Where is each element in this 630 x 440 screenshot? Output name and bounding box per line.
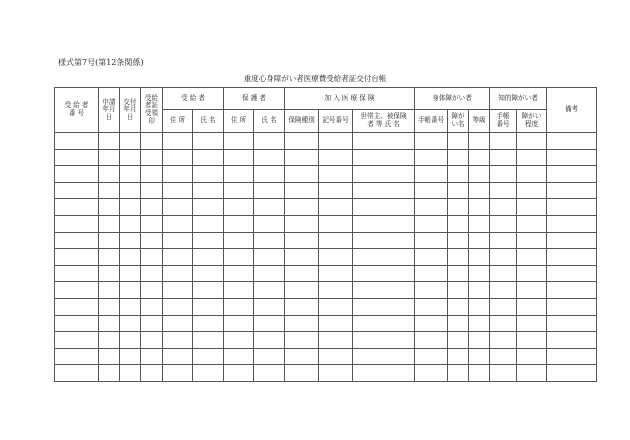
table-cell[interactable]	[448, 166, 469, 183]
table-cell[interactable]	[224, 199, 254, 216]
table-cell[interactable]	[517, 182, 547, 199]
table-cell[interactable]	[469, 249, 490, 266]
table-cell[interactable]	[55, 298, 99, 315]
table-cell[interactable]	[224, 282, 254, 299]
table-cell[interactable]	[141, 232, 163, 249]
table-cell[interactable]	[163, 166, 193, 183]
table-cell[interactable]	[517, 133, 547, 150]
table-cell[interactable]	[319, 332, 353, 349]
table-cell[interactable]	[415, 249, 448, 266]
table-cell[interactable]	[285, 149, 319, 166]
table-cell[interactable]	[285, 348, 319, 365]
header-grade: 等級	[469, 110, 490, 133]
header-householder-insured-name: 世帯主、被保険 者 等 氏 名	[353, 110, 415, 133]
table-cell[interactable]	[193, 232, 224, 249]
table-cell[interactable]	[517, 215, 547, 232]
table-cell[interactable]	[517, 298, 547, 315]
table-cell[interactable]	[547, 265, 597, 282]
table-row	[55, 166, 597, 183]
table-cell[interactable]	[469, 332, 490, 349]
table-cell[interactable]	[120, 282, 141, 299]
table-cell[interactable]	[254, 365, 285, 382]
table-cell[interactable]	[55, 232, 99, 249]
table-cell[interactable]	[547, 166, 597, 183]
table-cell[interactable]	[141, 348, 163, 365]
table-cell[interactable]	[319, 315, 353, 332]
table-cell[interactable]	[254, 149, 285, 166]
table-cell[interactable]	[469, 232, 490, 249]
table-cell[interactable]	[517, 348, 547, 365]
table-cell[interactable]	[224, 265, 254, 282]
table-cell[interactable]	[163, 298, 193, 315]
table-cell[interactable]	[547, 149, 597, 166]
table-cell[interactable]	[99, 215, 120, 232]
table-cell[interactable]	[448, 365, 469, 382]
header-recipient-address: 住 所	[163, 110, 193, 133]
table-cell[interactable]	[469, 199, 490, 216]
table-cell[interactable]	[99, 249, 120, 266]
table-cell[interactable]	[353, 133, 415, 150]
table-cell[interactable]	[319, 215, 353, 232]
table-cell[interactable]	[285, 265, 319, 282]
header-certificate-receipt-seal: 受給 者証 受領 印	[141, 88, 163, 133]
table-cell[interactable]	[547, 232, 597, 249]
table-cell[interactable]	[285, 199, 319, 216]
table-cell[interactable]	[517, 199, 547, 216]
table-cell[interactable]	[448, 315, 469, 332]
header-disability-degree: 障がい 程度	[517, 110, 547, 133]
table-cell[interactable]	[254, 215, 285, 232]
table-cell[interactable]	[517, 249, 547, 266]
table-cell[interactable]	[469, 166, 490, 183]
table-cell[interactable]	[141, 365, 163, 382]
table-row	[55, 199, 597, 216]
table-cell[interactable]	[285, 332, 319, 349]
table-cell[interactable]	[224, 315, 254, 332]
table-cell[interactable]	[415, 265, 448, 282]
table-cell[interactable]	[141, 149, 163, 166]
table-cell[interactable]	[254, 182, 285, 199]
table-cell[interactable]	[99, 166, 120, 183]
table-cell[interactable]	[120, 298, 141, 315]
table-cell[interactable]	[353, 282, 415, 299]
table-cell[interactable]	[120, 166, 141, 183]
table-cell[interactable]	[193, 199, 224, 216]
table-row	[55, 332, 597, 349]
table-cell[interactable]	[55, 149, 99, 166]
table-cell[interactable]	[285, 315, 319, 332]
table-cell[interactable]	[254, 166, 285, 183]
issuance-ledger-table	[54, 87, 597, 382]
table-cell[interactable]	[490, 249, 517, 266]
table-cell[interactable]	[353, 348, 415, 365]
table-row	[55, 265, 597, 282]
table-cell[interactable]	[469, 215, 490, 232]
table-cell[interactable]	[353, 166, 415, 183]
table-cell[interactable]	[55, 348, 99, 365]
header-guardian-address: 住 所	[224, 110, 254, 133]
table-cell[interactable]	[469, 365, 490, 382]
table-cell[interactable]	[163, 315, 193, 332]
table-cell[interactable]	[353, 298, 415, 315]
table-cell[interactable]	[415, 332, 448, 349]
table-cell[interactable]	[224, 249, 254, 266]
table-cell[interactable]	[517, 149, 547, 166]
table-cell[interactable]	[353, 215, 415, 232]
table-cell[interactable]	[448, 215, 469, 232]
table-cell[interactable]	[490, 133, 517, 150]
table-cell[interactable]	[469, 282, 490, 299]
table-cell[interactable]	[448, 298, 469, 315]
table-cell[interactable]	[415, 166, 448, 183]
table-cell[interactable]	[120, 365, 141, 382]
header-symbol-number: 記号番号	[319, 110, 353, 133]
table-cell[interactable]	[120, 265, 141, 282]
table-cell[interactable]	[353, 199, 415, 216]
header-insurance-type: 保険種別	[285, 110, 319, 133]
table-cell[interactable]	[517, 365, 547, 382]
table-cell[interactable]	[285, 232, 319, 249]
table-cell[interactable]	[55, 282, 99, 299]
table-row	[55, 133, 597, 150]
table-cell[interactable]	[448, 332, 469, 349]
table-cell[interactable]	[55, 332, 99, 349]
table-cell[interactable]	[448, 282, 469, 299]
table-cell[interactable]	[99, 133, 120, 150]
table-cell[interactable]	[163, 133, 193, 150]
table-cell[interactable]	[490, 298, 517, 315]
table-cell[interactable]	[55, 199, 99, 216]
table-row	[55, 182, 597, 199]
table-cell[interactable]	[254, 282, 285, 299]
table-cell[interactable]	[448, 182, 469, 199]
table-cell[interactable]	[141, 315, 163, 332]
table-cell[interactable]	[448, 149, 469, 166]
table-cell[interactable]	[353, 149, 415, 166]
table-cell[interactable]	[448, 348, 469, 365]
table-cell[interactable]	[193, 315, 224, 332]
table-cell[interactable]	[415, 133, 448, 150]
table-cell[interactable]	[99, 332, 120, 349]
table-cell[interactable]	[415, 315, 448, 332]
table-cell[interactable]	[120, 215, 141, 232]
table-cell[interactable]	[285, 182, 319, 199]
table-cell[interactable]	[517, 265, 547, 282]
table-cell[interactable]	[469, 265, 490, 282]
form-number-label: 様式第7号(第12条関係)	[58, 58, 144, 67]
table-cell[interactable]	[141, 332, 163, 349]
table-cell[interactable]	[141, 166, 163, 183]
table-cell[interactable]	[285, 215, 319, 232]
table-cell[interactable]	[517, 332, 547, 349]
table-cell[interactable]	[163, 249, 193, 266]
ledger-body	[55, 133, 597, 382]
table-cell[interactable]	[193, 249, 224, 266]
table-row	[55, 232, 597, 249]
table-cell[interactable]	[224, 215, 254, 232]
table-cell[interactable]	[285, 298, 319, 315]
table-cell[interactable]	[193, 298, 224, 315]
table-cell[interactable]	[448, 199, 469, 216]
table-cell[interactable]	[224, 149, 254, 166]
table-cell[interactable]	[99, 315, 120, 332]
table-cell[interactable]	[448, 265, 469, 282]
table-cell[interactable]	[163, 182, 193, 199]
table-cell[interactable]	[319, 265, 353, 282]
table-cell[interactable]	[163, 149, 193, 166]
header-intellectual-disability: 知的障がい者	[490, 88, 547, 110]
table-cell[interactable]	[141, 298, 163, 315]
table-cell[interactable]	[99, 348, 120, 365]
table-cell[interactable]	[319, 365, 353, 382]
table-cell[interactable]	[99, 182, 120, 199]
table-cell[interactable]	[490, 232, 517, 249]
table-cell[interactable]	[193, 265, 224, 282]
table-cell[interactable]	[517, 315, 547, 332]
table-cell[interactable]	[254, 298, 285, 315]
table-cell[interactable]	[285, 249, 319, 266]
table-cell[interactable]	[141, 249, 163, 266]
table-cell[interactable]	[490, 182, 517, 199]
table-cell[interactable]	[224, 332, 254, 349]
table-cell[interactable]	[99, 232, 120, 249]
table-cell[interactable]	[285, 365, 319, 382]
table-cell[interactable]	[120, 249, 141, 266]
table-cell[interactable]	[490, 149, 517, 166]
table-cell[interactable]	[224, 166, 254, 183]
table-cell[interactable]	[319, 149, 353, 166]
table-row	[55, 315, 597, 332]
table-cell[interactable]	[490, 199, 517, 216]
table-cell[interactable]	[319, 199, 353, 216]
table-cell[interactable]	[120, 232, 141, 249]
table-cell[interactable]	[163, 348, 193, 365]
table-cell[interactable]	[163, 199, 193, 216]
table-cell[interactable]	[224, 298, 254, 315]
table-cell[interactable]	[254, 332, 285, 349]
table-cell[interactable]	[415, 149, 448, 166]
table-cell[interactable]	[55, 249, 99, 266]
table-cell[interactable]	[353, 365, 415, 382]
table-cell[interactable]	[141, 199, 163, 216]
table-cell[interactable]	[141, 182, 163, 199]
table-cell[interactable]	[120, 315, 141, 332]
table-cell[interactable]	[163, 232, 193, 249]
table-cell[interactable]	[415, 298, 448, 315]
table-cell[interactable]	[319, 182, 353, 199]
table-cell[interactable]	[547, 348, 597, 365]
table-cell[interactable]	[353, 232, 415, 249]
table-cell[interactable]	[120, 348, 141, 365]
table-row	[55, 149, 597, 166]
table-cell[interactable]	[353, 182, 415, 199]
header-guardian: 保 護 者	[224, 88, 285, 110]
table-cell[interactable]	[55, 315, 99, 332]
table-cell[interactable]	[415, 365, 448, 382]
table-cell[interactable]	[469, 133, 490, 150]
table-cell[interactable]	[415, 199, 448, 216]
table-cell[interactable]	[193, 348, 224, 365]
table-cell[interactable]	[469, 149, 490, 166]
table-cell[interactable]	[319, 249, 353, 266]
table-cell[interactable]	[120, 133, 141, 150]
header-recipient-name: 氏 名	[193, 110, 224, 133]
table-cell[interactable]	[319, 232, 353, 249]
table-cell[interactable]	[490, 332, 517, 349]
header-disability-name: 障が い名	[448, 110, 469, 133]
table-cell[interactable]	[285, 282, 319, 299]
table-cell[interactable]	[55, 166, 99, 183]
table-cell[interactable]	[490, 348, 517, 365]
table-cell[interactable]	[99, 149, 120, 166]
header-intellectual-handbook-number: 手帳 番号	[490, 110, 517, 133]
table-cell[interactable]	[120, 199, 141, 216]
table-cell[interactable]	[490, 365, 517, 382]
table-cell[interactable]	[99, 298, 120, 315]
table-cell[interactable]	[55, 133, 99, 150]
table-cell[interactable]	[254, 232, 285, 249]
table-cell[interactable]	[285, 133, 319, 150]
table-cell[interactable]	[99, 365, 120, 382]
table-cell[interactable]	[547, 215, 597, 232]
table-cell[interactable]	[55, 215, 99, 232]
table-cell[interactable]	[469, 348, 490, 365]
table-row	[55, 249, 597, 266]
table-cell[interactable]	[415, 215, 448, 232]
table-cell[interactable]	[319, 282, 353, 299]
table-cell[interactable]	[415, 232, 448, 249]
header-recipient-number: 受 給 者 番 号	[55, 88, 99, 133]
table-row	[55, 215, 597, 232]
table-cell[interactable]	[254, 249, 285, 266]
table-cell[interactable]	[319, 348, 353, 365]
table-cell[interactable]	[547, 298, 597, 315]
header-application-date: 申請 年月 日	[99, 88, 120, 133]
table-cell[interactable]	[193, 149, 224, 166]
table-cell[interactable]	[141, 215, 163, 232]
form-title: 重度心身障がい者医療費受給者証交付台帳	[243, 74, 387, 83]
table-cell[interactable]	[254, 348, 285, 365]
table-cell[interactable]	[547, 315, 597, 332]
table-cell[interactable]	[469, 298, 490, 315]
table-cell[interactable]	[99, 265, 120, 282]
table-cell[interactable]	[353, 315, 415, 332]
table-cell[interactable]	[193, 282, 224, 299]
table-cell[interactable]	[415, 182, 448, 199]
table-cell[interactable]	[224, 348, 254, 365]
table-cell[interactable]	[120, 149, 141, 166]
table-cell[interactable]	[193, 182, 224, 199]
header-physical-disability: 身体障がい者	[415, 88, 490, 110]
table-cell[interactable]	[353, 249, 415, 266]
table-cell[interactable]	[490, 166, 517, 183]
table-cell[interactable]	[469, 182, 490, 199]
header-recipient: 受 給 者	[163, 88, 224, 110]
table-row	[55, 282, 597, 299]
table-cell[interactable]	[163, 265, 193, 282]
table-cell[interactable]	[448, 249, 469, 266]
table-cell[interactable]	[547, 133, 597, 150]
table-cell[interactable]	[353, 265, 415, 282]
table-cell[interactable]	[469, 315, 490, 332]
table-cell[interactable]	[55, 365, 99, 382]
table-cell[interactable]	[193, 365, 224, 382]
table-cell[interactable]	[141, 265, 163, 282]
table-cell[interactable]	[254, 265, 285, 282]
header-remarks: 備考	[547, 88, 597, 133]
table-cell[interactable]	[490, 282, 517, 299]
table-cell[interactable]	[55, 182, 99, 199]
table-cell[interactable]	[490, 215, 517, 232]
table-cell[interactable]	[319, 133, 353, 150]
table-cell[interactable]	[490, 265, 517, 282]
table-cell[interactable]	[193, 133, 224, 150]
table-cell[interactable]	[120, 332, 141, 349]
table-cell[interactable]	[193, 166, 224, 183]
table-cell[interactable]	[254, 315, 285, 332]
table-cell[interactable]	[254, 133, 285, 150]
table-cell[interactable]	[319, 298, 353, 315]
table-cell[interactable]	[141, 133, 163, 150]
table-cell[interactable]	[163, 215, 193, 232]
table-cell[interactable]	[224, 182, 254, 199]
table-cell[interactable]	[448, 232, 469, 249]
table-cell[interactable]	[163, 365, 193, 382]
table-cell[interactable]	[55, 265, 99, 282]
header-insurance: 加 入 医 療 保 険	[285, 88, 415, 110]
table-cell[interactable]	[163, 332, 193, 349]
table-cell[interactable]	[415, 282, 448, 299]
table-cell[interactable]	[547, 365, 597, 382]
table-cell[interactable]	[319, 166, 353, 183]
table-cell[interactable]	[517, 282, 547, 299]
table-cell[interactable]	[448, 133, 469, 150]
table-cell[interactable]	[224, 232, 254, 249]
table-cell[interactable]	[415, 348, 448, 365]
table-cell[interactable]	[547, 332, 597, 349]
table-cell[interactable]	[285, 166, 319, 183]
table-cell[interactable]	[193, 215, 224, 232]
table-cell[interactable]	[224, 133, 254, 150]
table-cell[interactable]	[224, 365, 254, 382]
table-cell[interactable]	[547, 182, 597, 199]
table-cell[interactable]	[547, 199, 597, 216]
table-cell[interactable]	[99, 282, 120, 299]
table-cell[interactable]	[99, 199, 120, 216]
table-cell[interactable]	[517, 232, 547, 249]
table-cell[interactable]	[163, 282, 193, 299]
table-row	[55, 348, 597, 365]
table-cell[interactable]	[120, 182, 141, 199]
table-row	[55, 298, 597, 315]
table-cell[interactable]	[193, 332, 224, 349]
table-cell[interactable]	[353, 332, 415, 349]
table-cell[interactable]	[517, 166, 547, 183]
table-cell[interactable]	[141, 282, 163, 299]
header-guardian-name: 氏 名	[254, 110, 285, 133]
table-cell[interactable]	[547, 249, 597, 266]
table-cell[interactable]	[490, 315, 517, 332]
table-row	[55, 365, 597, 382]
header-handbook-number: 手帳番号	[415, 110, 448, 133]
table-cell[interactable]	[547, 282, 597, 299]
header-issue-date: 交付 年月 日	[120, 88, 141, 133]
table-cell[interactable]	[254, 199, 285, 216]
